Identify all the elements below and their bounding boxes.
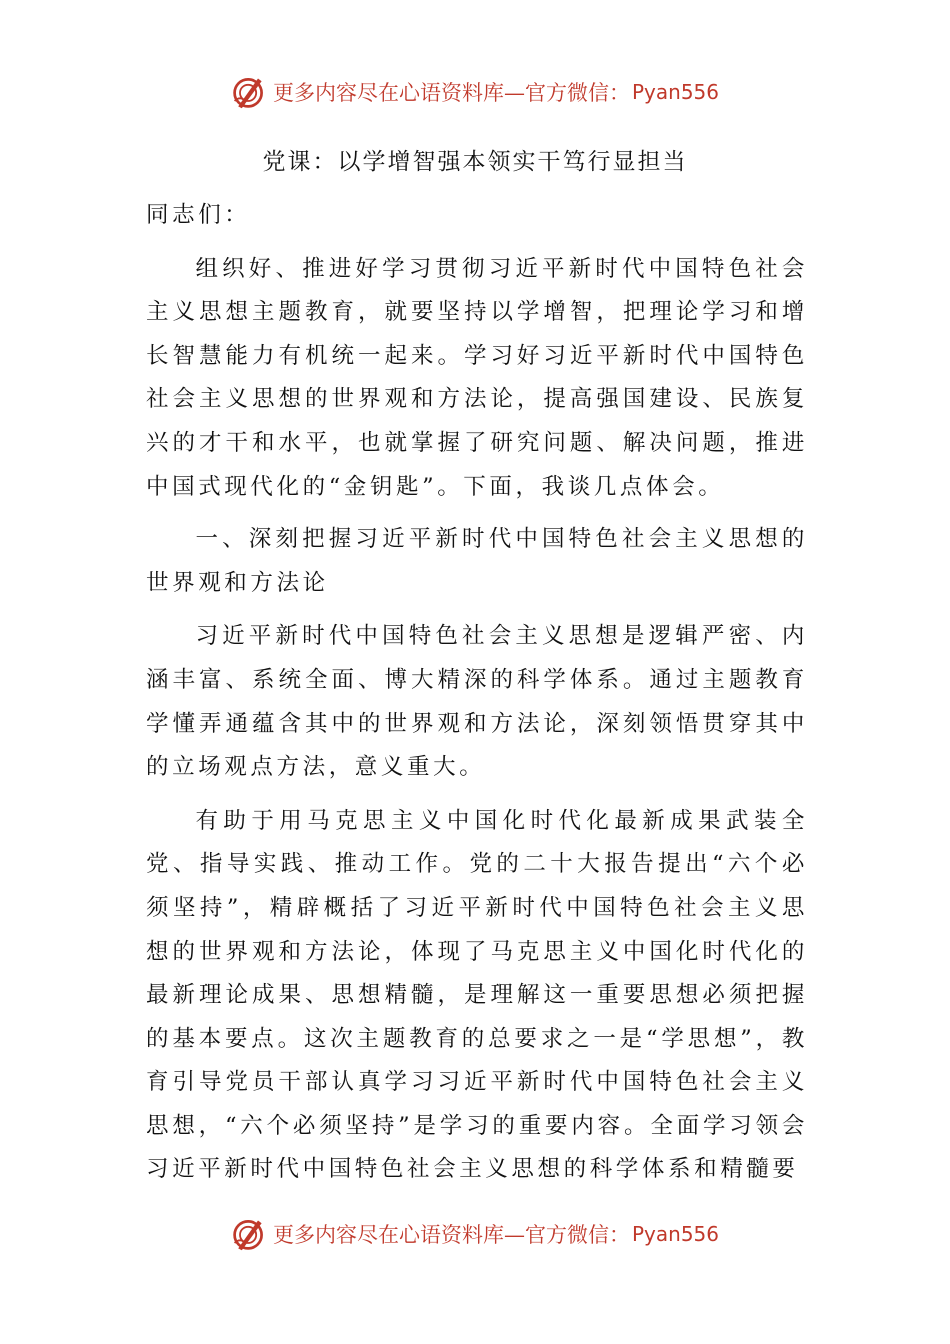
watermark-text: 更多内容尽在心语资料库—官方微信： bbox=[272, 81, 630, 105]
watermark-account: Pyan556 bbox=[631, 80, 719, 104]
salutation: 同志们： bbox=[146, 202, 251, 228]
watermark-account: Pyan556 bbox=[631, 1222, 719, 1246]
paragraph-intro: 组织好、推进好学习贯彻习近平新时代中国特色社会主义思想主题教育，就要坚持以学增智，把理论学习和增长智慧能力有机统一起来。学习好习近平新时代中国特色社会主义思想的世界观和方法论，提高强国建设、民族复兴的才干和水平，也就掌握了研究问题、解决问题，推进中国式现代化的“金钥匙”。下面，我谈几点体会。 bbox=[146, 255, 808, 500]
section-heading-1: 一、深刻把握习近平新时代中国特色社会主义思想的世界观和方法论 bbox=[146, 526, 808, 596]
footer-watermark bbox=[0, 1214, 950, 1254]
header-watermark bbox=[0, 72, 950, 112]
paragraph-body-2: 有助于用马克思主义中国化时代化最新成果武装全党、指导实践、推动工作。党的二十大报告提出“六个必须坚持”，精辟概括了习近平新时代中国特色社会主义思想的世界观和方法论，体现了马克思主义中国化时代化的最新理论成果、思想精髓，是理解这一重要思想必须把握的基本要点。这次主题教育的总要求之一是“学思想”，教育引导党员干部认真学习习近平新时代中国特色社会主义思想，“六个必须坚持”是学习的重要内容。全面学习领会习近平新时代中国特色社会主义思想的科学体系和精髓要 bbox=[146, 807, 808, 1183]
pen-in-circle-logo-icon bbox=[231, 1216, 267, 1252]
watermark-text: 更多内容尽在心语资料库—官方微信： bbox=[272, 1223, 630, 1247]
document-body bbox=[146, 194, 808, 1192]
document-title: 党课：以学增智强本领实干笃行显担当 bbox=[262, 149, 688, 175]
pen-in-circle-logo-icon bbox=[231, 74, 267, 110]
paragraph-body-1: 习近平新时代中国特色社会主义思想是逻辑严密、内涵丰富、系统全面、博大精深的科学体系。通过主题教育学懂弄通蕴含其中的世界观和方法论，深刻领悟贯穿其中的立场观点方法，意义重大。 bbox=[146, 623, 808, 781]
